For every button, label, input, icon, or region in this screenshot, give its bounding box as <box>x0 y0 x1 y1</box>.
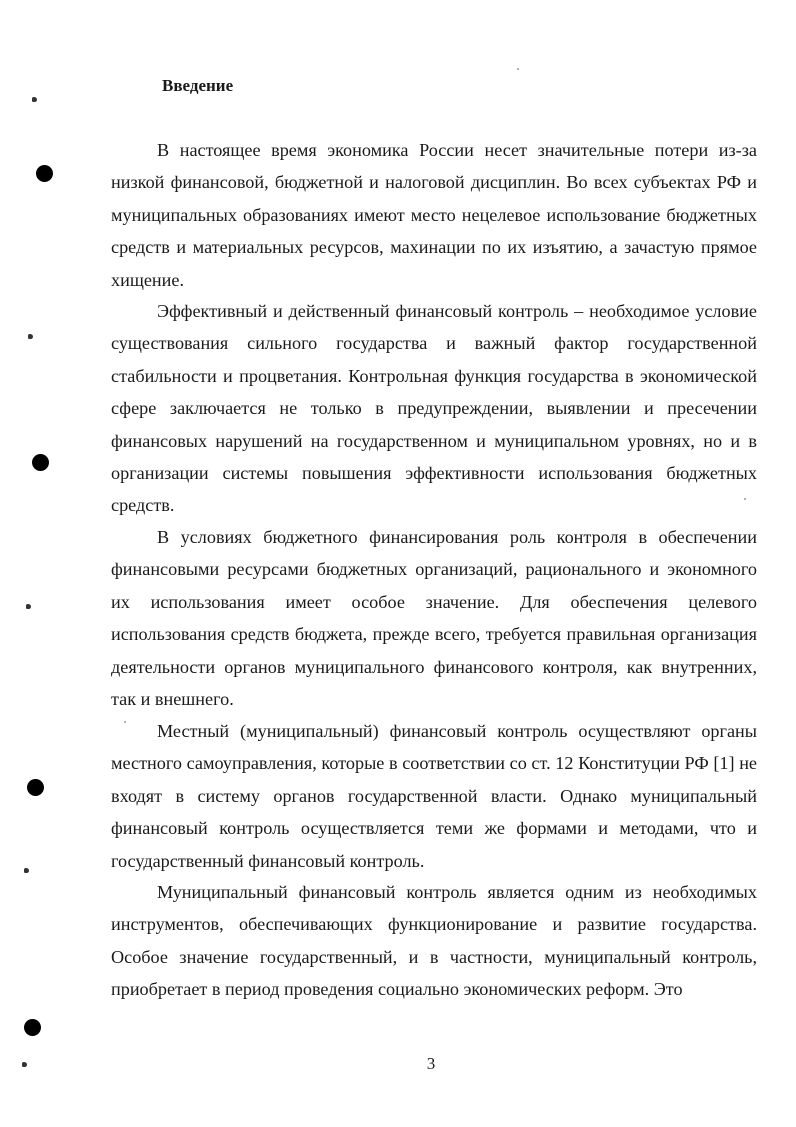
paragraph: Эффективный и действенный финансовый контроль – необходимое условие существования сильного государства и важный фактор государственной стабильности и процветания. Контрольная функция государства в экономической сфере заключается не только в предупреждении, выявлении и пресечении финансовых нарушений на государственном и муниципальном уровнях, но и в организации системы повышения эффективности использования бюджетных средств. <box>111 301 757 516</box>
scan-dot <box>517 68 519 70</box>
binder-hole <box>27 779 44 796</box>
scan-speck <box>32 97 37 102</box>
binder-hole <box>36 165 53 182</box>
section-heading: Введение <box>162 76 234 95</box>
scan-speck <box>24 868 29 873</box>
scan-speck <box>28 334 33 339</box>
scan-speck <box>26 604 31 609</box>
binder-hole <box>24 1019 41 1036</box>
binder-hole <box>32 454 49 471</box>
paragraph: В настоящее время экономика России несет значительные потери из-за низкой финансовой, бюджетной и налоговой дисциплин. Во всех субъектах РФ и муниципальных образованиях имеют место нецелевое использование бюджетных средств и материальных ресурсов, махинации по их изъятию, а зачастую прямое хищение. <box>111 140 757 290</box>
paragraph: Муниципальный финансовый контроль является одним из необходимых инструментов, обеспечивающих функционирование и развитие государства. Особое значение государственный, и в частности, муниципальный контроль, приобретает в период проведения социально экономических реформ. Это <box>111 882 757 1000</box>
paragraph: В условиях бюджетного финансирования роль контроля в обеспечении финансовыми ресурсами бюджетных организаций, рационального и экономного их использования имеет особое значение. Для обеспечения целевого использования средств бюджета, прежде всего, требуется правильная организация деятельности органов муниципального финансового контроля, как внутренних, так и внешнего. <box>111 527 757 710</box>
page-number: 3 <box>426 1054 436 1073</box>
paragraph: Местный (муниципальный) финансовый контроль осуществляют органы местного самоуправления, которые в соответствии со ст. 12 Конституции РФ [1] не входят в систему органов государственной власти. Однако муниципальный финансовый контроль осуществляется теми же формами и методами, что и государственный финансовый контроль. <box>111 721 757 871</box>
